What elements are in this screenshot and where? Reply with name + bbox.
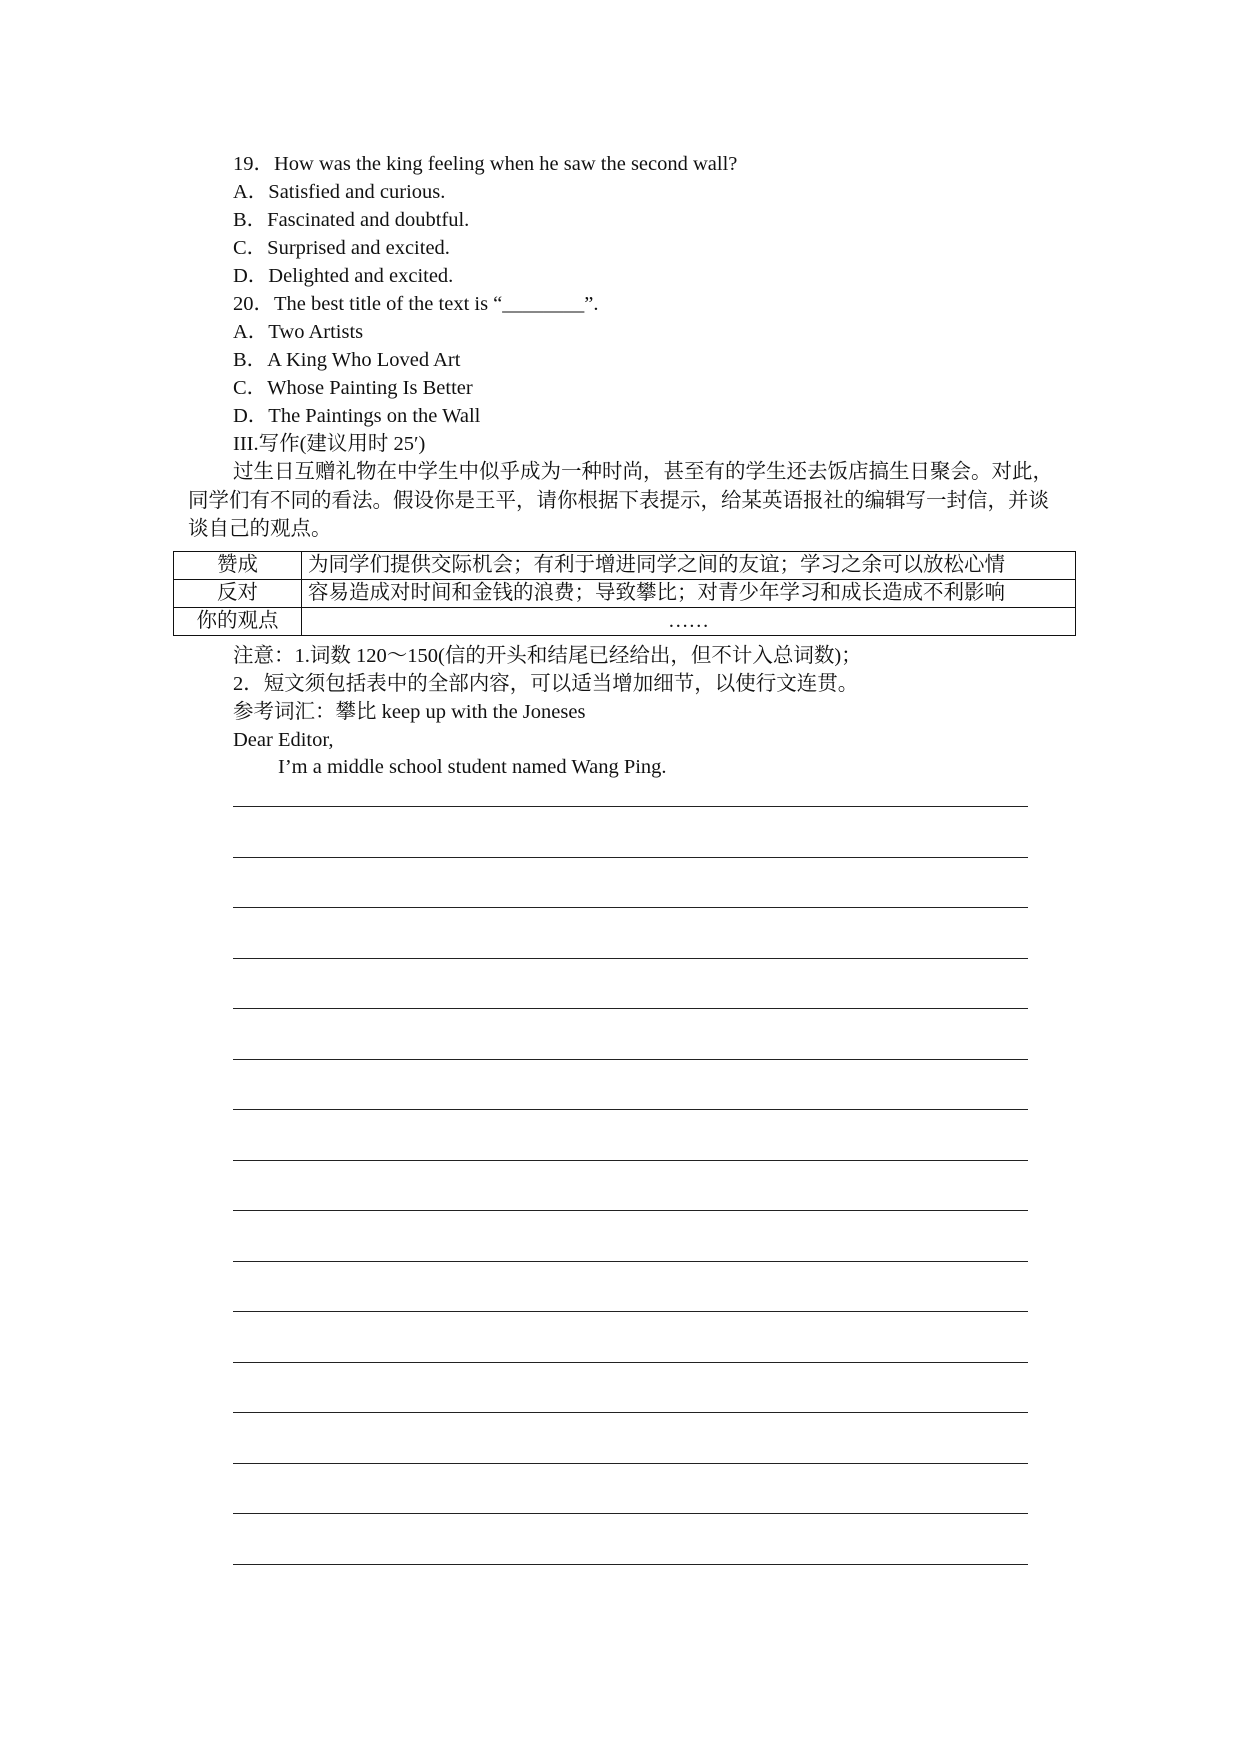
writing-line [233,1362,1028,1363]
writing-line [233,1008,1028,1009]
q20-option-a: A．Two Artists [233,321,364,343]
q20-option-d: D．The Paintings on the Wall [233,405,481,427]
table-row [174,580,1076,608]
writing-line [233,1311,1028,1312]
writing-line [233,907,1028,908]
note-word-count: 注意：1.词数 120～150(信的开头和结尾已经给出，但不计入总词数)； [233,645,862,667]
row-label: 你的观点 [174,608,302,636]
q19-option-c: C．Surprised and excited. [233,237,450,259]
letter-opening: I’m a middle school student named Wang Ping. [278,756,667,778]
q19-option-b: B．Fascinated and doubtful. [233,209,470,231]
row-content: …… [302,608,1076,636]
row-content: 容易造成对时间和金钱的浪费；导致攀比；对青少年学习和成长造成不利影响 [302,580,1076,608]
writing-prompt [188,458,1058,544]
table-row [174,608,1076,636]
row-content: 为同学们提供交际机会；有利于增进同学之间的友谊；学习之余可以放松心情 [302,552,1076,580]
writing-heading: III.写作(建议用时 25′) [233,433,426,455]
writing-line [233,1160,1028,1161]
writing-prompt-text: 过生日互赠礼物在中学生中似乎成为一种时尚，甚至有的学生还去饭店搞生日聚会。对此，同学们有不同的看法。假设你是王平，请你根据下表提示，给某英语报社的编辑写一封信，并谈谈自己的观点。 [188,461,1053,541]
writing-line [233,1261,1028,1262]
writing-line [233,1109,1028,1110]
q20-option-c: C．Whose Painting Is Better [233,377,473,399]
note-content: 2．短文须包括表中的全部内容，可以适当增加细节，以使行文连贯。 [233,673,859,695]
q19-option-d: D．Delighted and excited. [233,265,454,287]
writing-line [233,1059,1028,1060]
writing-line [233,958,1028,959]
writing-line [233,1412,1028,1413]
writing-line [233,1463,1028,1464]
letter-salutation: Dear Editor, [233,729,334,751]
q20-option-b: B．A King Who Loved Art [233,349,461,371]
row-label: 反对 [174,580,302,608]
writing-line [233,1513,1028,1514]
q19-option-a: A．Satisfied and curious. [233,181,446,203]
q20-stem: 20．The best title of the text is “________”. [233,293,599,315]
reference-vocab: 参考词汇：攀比 keep up with the Joneses [233,701,586,723]
writing-line [233,1210,1028,1211]
writing-line [233,806,1028,807]
writing-line [233,857,1028,858]
writing-line [233,1564,1028,1565]
table-row [174,552,1076,580]
opinion-table [173,551,1076,636]
q19-stem: 19．How was the king feeling when he saw the second wall? [233,153,738,175]
row-label: 赞成 [174,552,302,580]
